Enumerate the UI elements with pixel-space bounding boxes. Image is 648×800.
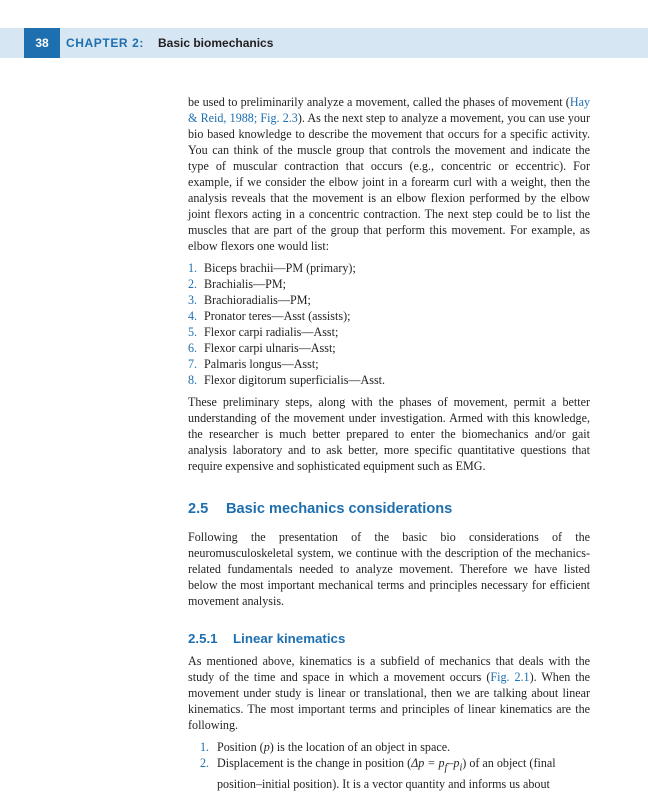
paragraph-text: As mentioned above, kinematics is a subfield of mechanics that deals with the study of the time and space in which a movement occurs (: [188, 654, 590, 684]
list-item: [188, 739, 590, 755]
list-item-text: Brachioradialis—PM;: [204, 293, 311, 307]
list-number: 1.: [188, 261, 198, 275]
list-item-text: Palmaris longus—Asst;: [204, 357, 319, 371]
list-item-text: Flexor carpi ulnaris—Asst;: [204, 341, 336, 355]
math-variable: p: [453, 756, 460, 770]
list-item: [188, 324, 590, 340]
list-item: [188, 292, 590, 308]
section-title: Basic mechanics considerations: [226, 501, 453, 517]
paragraph-preliminary-steps: These preliminary steps, along with the phases of movement, permit a better understanding of the movement under investigation. Armed with this knowledge, the researcher is much better prepared to enter the biomechanics and/or gait analysis laboratory and to ask better, more specific quantitative questions that require expensive and sophisticated equipment such as EMG.: [188, 395, 590, 473]
list-item-text: Biceps brachii—PM (primary);: [204, 261, 356, 275]
paragraph-linear-kinematics: [188, 653, 590, 733]
list-number: 8.: [188, 373, 198, 387]
list-number: 2.: [188, 277, 198, 291]
section-heading: [188, 500, 590, 518]
figure-link-2-1[interactable]: Fig. 2.1: [490, 670, 530, 684]
paragraph-text: ). As the next step to analyze a movement, you can use your bio based knowledge to describe the movement that occurs for a specific activity. You can think of the muscle group that controls the movement and indicate the type of muscular contraction that occurs (e.g., concentric or eccentric). For example, if we consider the elbow joint in a forearm curl with a weight, then the analysis reveals that the movement is an elbow flexion performed by the elbow joint flexors acting in a concentric contraction. The next step could be to list the muscles that are part of the group that perform this movement. For example, as elbow flexors one would list:: [188, 111, 591, 253]
list-item-text: Pronator teres—Asst (assists);: [204, 309, 351, 323]
list-item: [188, 755, 590, 792]
paragraph-phases-of-movement: [188, 94, 590, 254]
list-number: 7.: [188, 357, 198, 371]
list-item: [188, 356, 590, 372]
list-item-text: Displacement is the change in position (: [217, 756, 412, 770]
elbow-flexor-list: [188, 260, 590, 388]
list-number: 2.: [200, 756, 210, 770]
list-item-text: Brachialis—PM;: [204, 277, 286, 291]
list-item-text: Flexor carpi radialis—Asst;: [204, 325, 339, 339]
list-item: [188, 308, 590, 324]
list-number: 5.: [188, 325, 198, 339]
math-subscript: f: [444, 762, 448, 774]
list-number: 4.: [188, 309, 198, 323]
paragraph-mechanics-intro: Following the presentation of the basic bio considerations of the neuromusculoskeletal system, we continue with the description of the mechanics-related fundamentals needed to analyze movement. Therefore we have listed below the most important mechanical terms and principles necessary for efficient movement analysis.: [188, 530, 590, 608]
section-number: 2.5: [188, 501, 209, 517]
subsection-title: Linear kinematics: [233, 631, 346, 646]
list-item-text: ) is the location of an object in space.: [269, 740, 451, 754]
paragraph-text: be used to preliminarily analyze a movement, called the phases of movement (: [188, 95, 570, 109]
list-item: [188, 372, 590, 388]
list-item: [188, 340, 590, 356]
math-expression: Δp = p: [411, 756, 445, 770]
list-item-text: Position (: [217, 740, 264, 754]
citation-link-hay-reid[interactable]: Hay & Reid, 1988; Fig. 2.3: [188, 95, 590, 125]
list-item-text: ) of an object (final position–initial position). It is a vector quantity and informs us about: [217, 756, 556, 792]
list-number: 6.: [188, 341, 198, 355]
math-subscript: i: [459, 762, 463, 774]
chapter-title: Basic biomechanics: [158, 36, 274, 50]
kinematics-terms-list: [188, 739, 590, 792]
chapter-label: CHAPTER 2:: [66, 36, 145, 50]
page-number: 38: [24, 28, 60, 58]
list-number: 1.: [200, 740, 210, 754]
list-item: [188, 260, 590, 276]
page-content: [188, 94, 590, 798]
list-item-text: Flexor digitorum superficialis—Asst.: [204, 373, 386, 387]
subsection-number: 2.5.1: [188, 631, 218, 646]
list-item: [188, 276, 590, 292]
math-operator: –: [447, 756, 454, 770]
running-header: [0, 28, 648, 58]
subsection-heading: [188, 631, 590, 647]
paragraph-text: ). When the movement under study is linear or translational, then we are talking about linear kinematics. The most important terms and principles of linear kinematics are the following.: [188, 670, 590, 732]
math-variable: p: [263, 740, 270, 754]
list-number: 3.: [188, 293, 198, 307]
